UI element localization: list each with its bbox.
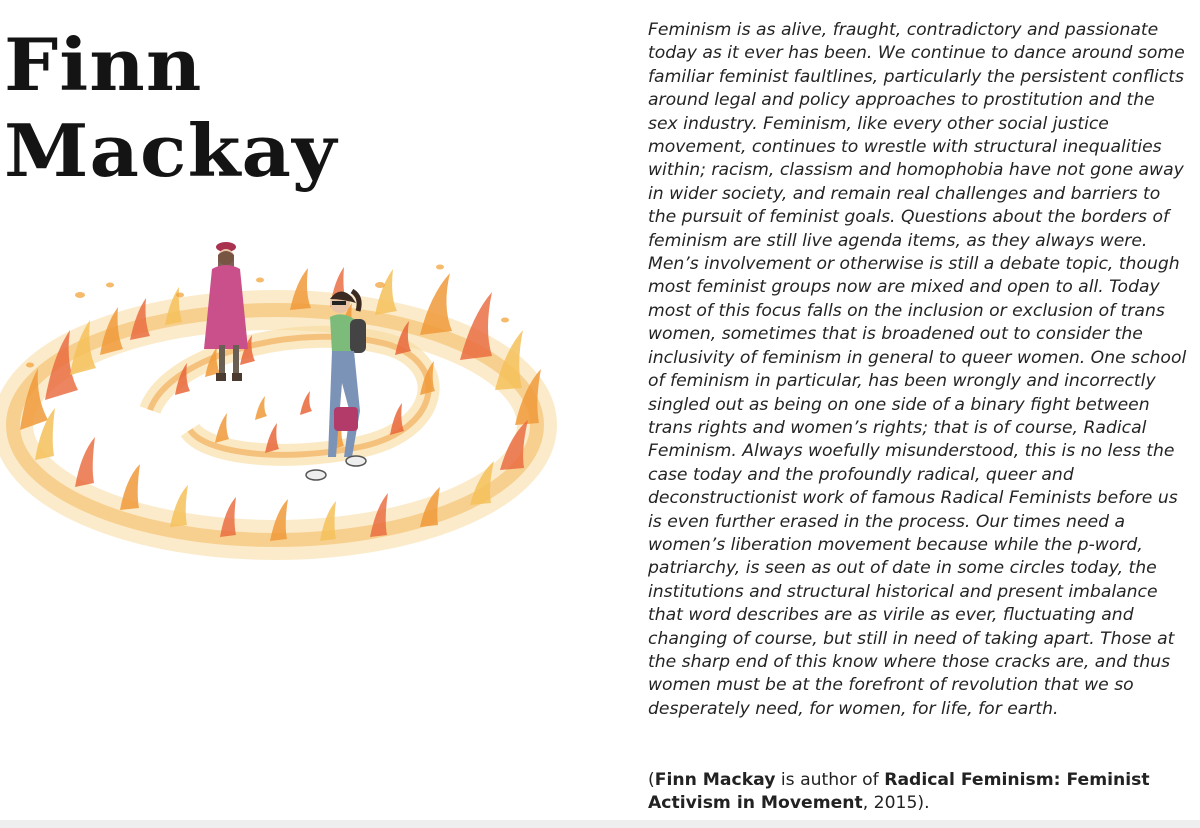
author-last-name: Mackay (4, 108, 338, 193)
credit-author-name: Finn Mackay (654, 770, 776, 790)
flame-ring (13, 310, 537, 540)
author-credit (648, 769, 1188, 816)
burning-spiral-illustration-icon (0, 225, 560, 560)
body-paragraph: Feminism is as alive, fraught, contradictory and passionate today as it ever has been. We continue to dance around some familiar feminist faultlines, particularly the persistent conflicts around legal and policy approaches to prostitution and the sex industry. Feminism, like every other social justice movement, continues to wrestle with structural inequalities within; racism, classism and homophobia have not gone away in wider society, and remain real challenges and barriers to the pursuit of feminist goals. Questions about the borders of feminism are still live agenda items, as they always were. Men’s involvement or otherwise is still a debate topic, though most feminist groups now are mixed and open to all. Today most of this focus falls on the inclusion or exclusion of trans women, sometimes that is broadened out to consider the inclusivity of feminism in general to queer women. One school of feminism in particular, has been wrongly and incorrectly singled out as being on one side of a binary fight between trans rights and women’s rights; that is of course, Radical Feminism. Always woefully misunderstood, this is no less the case today and the profoundly radical, queer and deconstructionist work of famous Radical Feminists before us is even further erased in the process. Our times need a women’s liberation movement because while the p-word, patriarchy, is seen as out of date in some circles today, the institutions and structural historical and present imbalance that word describes are as virile as ever, fluctuating and changing of course, but still in need of taking apart. Those at the sharp end of this know where those cracks are, and thus women must be at the forefront of revolution that we so desperately need, for women, for life, for earth. (648, 20, 1187, 719)
author-first-name: Finn (4, 22, 203, 107)
credit-book-title: Radical Feminism: Feminist Activism in Movement (648, 770, 1150, 814)
credit-close-text: , 2015). (862, 793, 930, 814)
page-bottom-edge (0, 820, 1200, 828)
author-name-heading (4, 22, 338, 194)
credit-open-paren: ( (648, 770, 655, 790)
credit-middle-text: is author of (775, 770, 885, 790)
